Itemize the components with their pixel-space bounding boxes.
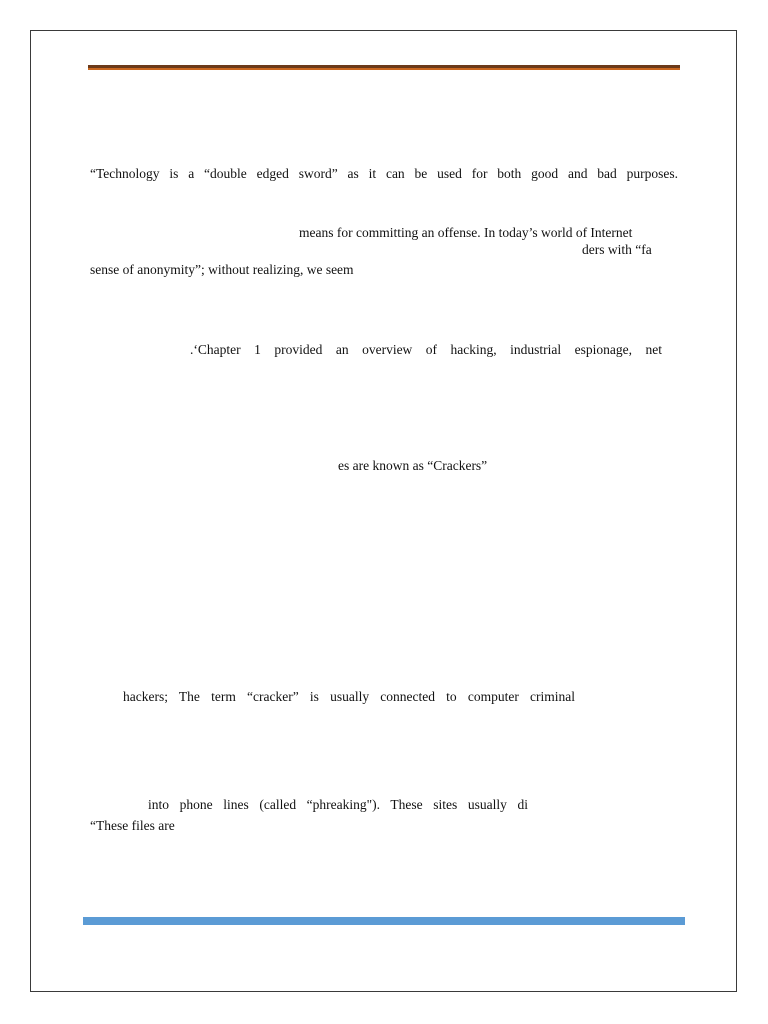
text-line-9: “These files are — [90, 818, 175, 833]
text-line-2: means for committing an offense. In today’s world of Internet — [299, 225, 633, 240]
text-line-3: ders with “fa — [582, 242, 652, 257]
footer-rule — [83, 917, 685, 925]
text-line-7: hackers; The term “cracker” is usually connected to computer criminal — [123, 689, 575, 704]
text-line-8: into phone lines (called “phreaking"). These sites usually di — [148, 797, 528, 812]
text-line-4: sense of anonymity”; without realizing, we seem — [90, 262, 354, 277]
text-line-1: “Technology is a “double edged sword” as it can be used for both good and bad purposes. — [90, 166, 678, 181]
text-line-5: .‘Chapter 1 provided an overview of hacking, industrial espionage, net — [190, 342, 662, 357]
header-rule-accent — [88, 68, 680, 70]
text-line-6: es are known as “Crackers” — [338, 458, 488, 473]
